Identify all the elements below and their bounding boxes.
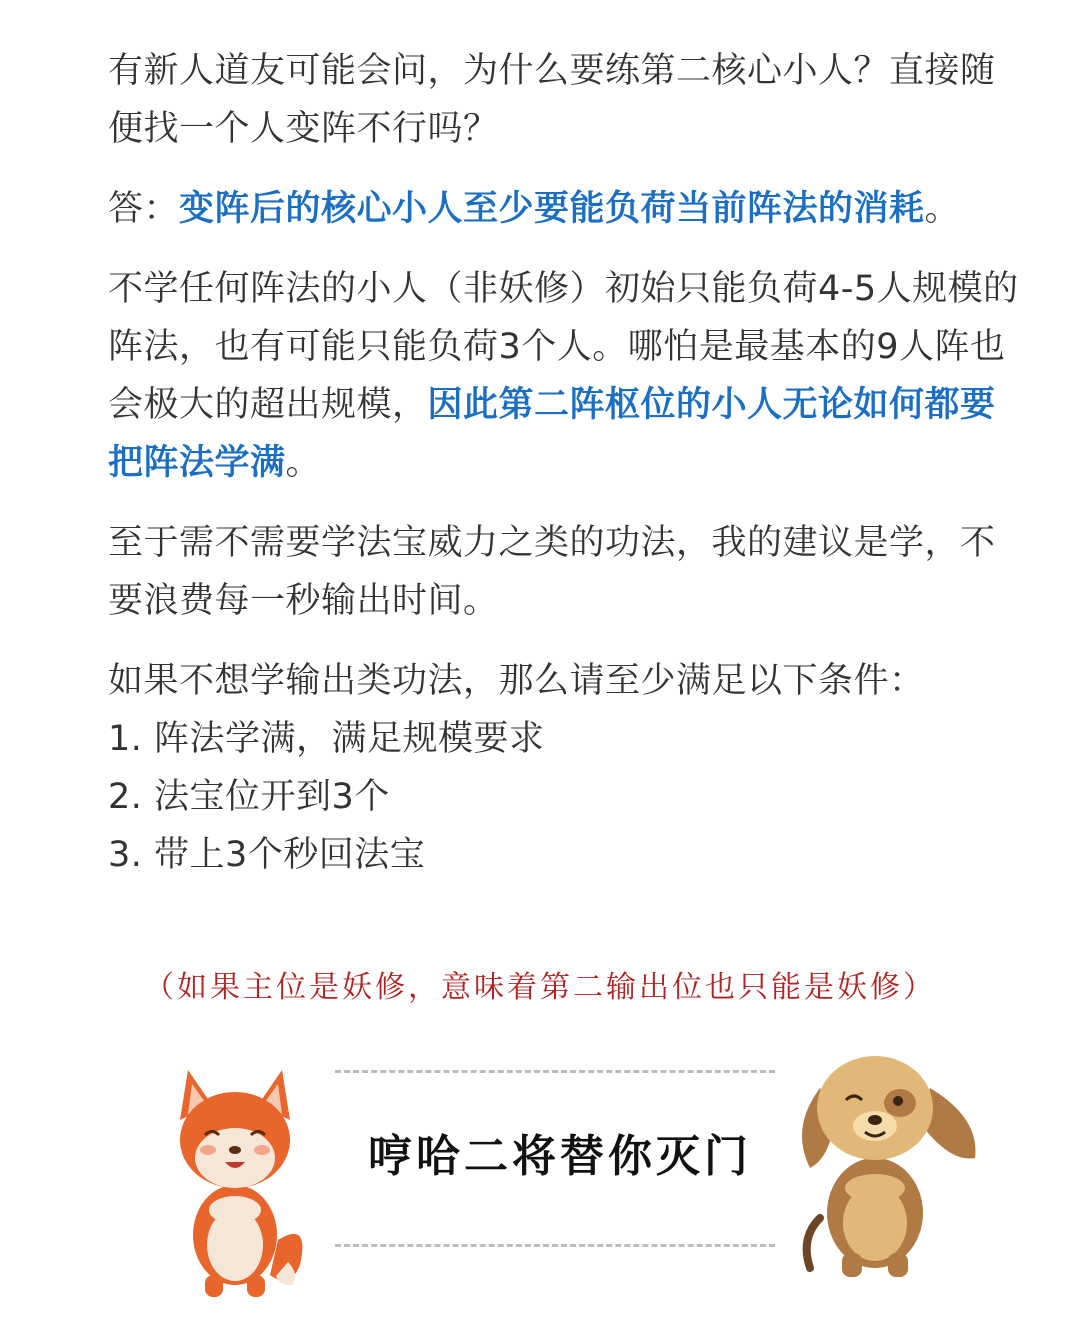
paragraph (108, 260, 1028, 492)
highlight-text: 因此第二阵枢位的小人无论如何都要把阵法学满 (108, 385, 996, 483)
footnote-note: （如果主位是妖修，意味着第二输出位也只能是妖修） (144, 970, 936, 1005)
paragraph-group (108, 42, 1028, 630)
paragraph (108, 514, 1028, 630)
divider-bottom (335, 1244, 775, 1247)
list-item: 1. 阵法学满，满足规模要求 (108, 719, 545, 759)
body-text: 。 (924, 189, 961, 229)
body-text: 不学任何阵法的小人（非妖修）初始只能负荷4-5人规模的阵法，也有可能只能负荷3个人。哪怕是最基本的9人阵也会极大的超出规模， (108, 269, 1019, 425)
list-item: 2. 法宝位开到3个 (108, 777, 390, 817)
conditions-list (108, 710, 1028, 884)
article-body (108, 42, 1028, 884)
paragraph (108, 42, 1028, 158)
highlight-text: 变阵后的核心小人至少要能负荷当前阵法的消耗 (179, 189, 925, 229)
body-text: 有新人道友可能会问，为什么要练第二核心小人？直接随便找一个人变阵不行吗？ (108, 51, 996, 149)
divider-top (335, 1070, 775, 1073)
fox-icon (160, 1050, 310, 1300)
banner-slogan: 哼哈二将替你灭门 (368, 1131, 752, 1182)
footer-banner (160, 1050, 1000, 1300)
conditions-intro: 如果不想学输出类功法，那么请至少满足以下条件： (108, 661, 925, 701)
body-text: 至于需不需要学法宝威力之类的功法，我的建议是学，不要浪费每一秒输出时间。 (108, 523, 996, 621)
dog-icon (780, 1038, 1000, 1278)
list-item: 3. 带上3个秒回法宝 (108, 835, 426, 875)
body-text: 答： (108, 189, 180, 229)
body-text: 。 (285, 443, 322, 483)
paragraph (108, 180, 1028, 238)
